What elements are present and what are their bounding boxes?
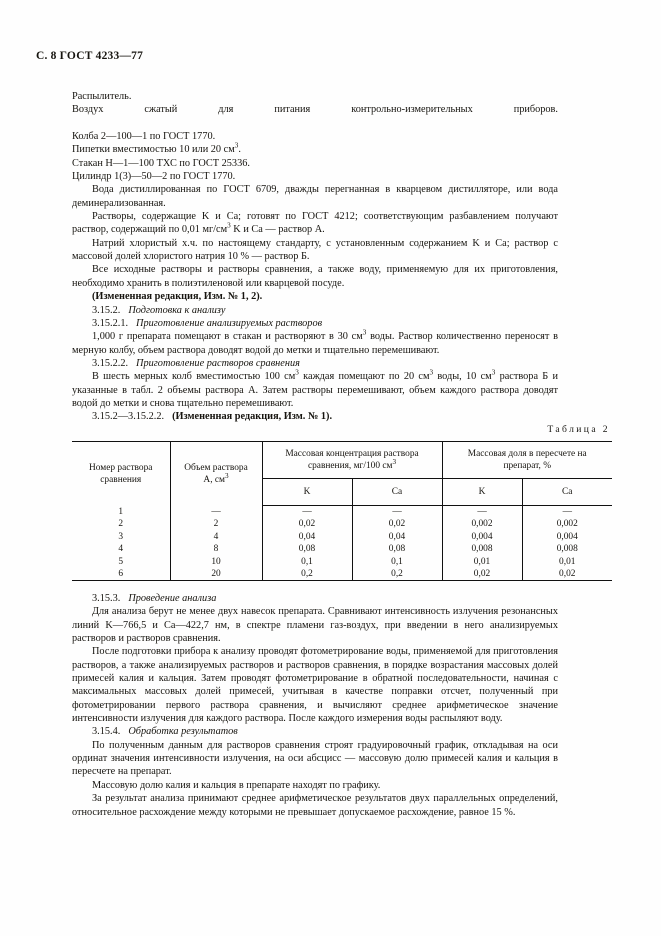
upper-text-column bbox=[72, 90, 558, 424]
section-heading-3-15-3 bbox=[72, 592, 558, 605]
equipment-item-beaker: Стакан Н—1—100 ТХС по ГОСТ 25336. bbox=[72, 157, 250, 169]
cell-conc-k: — bbox=[262, 506, 352, 519]
table-row bbox=[72, 518, 612, 530]
revision-range-bold: (Измененная редакция, Изм. № 1). bbox=[172, 411, 333, 423]
header-solution-number-label: Номер раствора сравнения bbox=[89, 462, 153, 485]
solutions-text-a: Растворы, содержащие K и Ca; готовят по ГОСТ 4212; соответствующим разбавлением получают раствор, содержащий по 0,01 мг/см bbox=[72, 211, 558, 236]
cell-frac-k: 0,01 bbox=[442, 556, 522, 568]
pipettes-superscript: 3 bbox=[234, 141, 239, 150]
header-group-mass-concentration bbox=[262, 442, 442, 479]
header-volume-line2: A, см bbox=[203, 474, 225, 485]
revision-note-1-2: (Измененная редакция, Изм. № 1, 2). bbox=[92, 291, 263, 303]
cell-solution-number: 2 bbox=[118, 519, 124, 530]
cell-conc-ca: 0,08 bbox=[352, 543, 442, 555]
lower-text-column bbox=[72, 592, 558, 819]
cell-volume: 4 bbox=[170, 531, 262, 543]
header-group1-line2: сравнения, мг/100 см bbox=[307, 461, 393, 471]
section-title: Приготовление растворов сравнения bbox=[136, 357, 300, 369]
volume-superscript-2: 3 bbox=[429, 368, 434, 377]
paragraph-3-15-3-body-1: Для анализа берут не менее двух навесок препарата. Сравнивают интенсивность излучения резонансных линий K—766,5 и Ca—422,7 нм, в спектре пламени газ-воздух, при введении в него анализируемых растворов и растворов сравнения. bbox=[72, 606, 558, 645]
cell-volume: 2 bbox=[170, 518, 262, 530]
cell-conc-k: 0,04 bbox=[262, 531, 352, 543]
section-heading-3-15-2 bbox=[72, 304, 558, 317]
cell-frac-ca: 0,004 bbox=[522, 531, 612, 543]
paragraph-sodium: Натрий хлористый х.ч. по настоящему стандарту, с установленным содержанием K и Ca; раствор с массовой долей хлористого натрия 10 % — раствор Б. bbox=[72, 237, 558, 263]
header-group2-line2: препарат, % bbox=[503, 461, 552, 471]
section-number: 3.15.2.1. bbox=[92, 317, 129, 329]
section-title: Обработка результатов bbox=[128, 726, 238, 738]
table-row bbox=[72, 531, 612, 543]
volume-superscript-3: 3 bbox=[491, 368, 496, 377]
pipettes-suffix: . bbox=[238, 144, 241, 156]
header-volume-superscript: 3 bbox=[224, 471, 229, 480]
cell-volume: 8 bbox=[170, 543, 262, 555]
header-group2-line1: Массовая доля в пересчете на bbox=[467, 449, 587, 459]
paragraph-storage: Все исходные растворы и растворы сравнения, а также воду, применяемую для их приготовления, необходимо хранить в полиэтиленовой или кварцевой посуде. bbox=[72, 264, 558, 289]
table-row bbox=[72, 568, 612, 580]
section-heading-3-15-4 bbox=[72, 725, 558, 738]
paragraph-3-15-4-body-1: По полученным данным для растворов сравнения строят градуировочный график, откладывая на оси ординат значения интенсивности излучения, на оси абсцисс — массовую долю примесей калия и кальция в пересчете на препарат. bbox=[72, 739, 558, 778]
cell-conc-ca: 0,1 bbox=[352, 556, 442, 568]
section-title: Проведение анализа bbox=[128, 593, 217, 604]
cell-solution-number: 5 bbox=[118, 556, 124, 567]
revision-note-range bbox=[72, 410, 558, 423]
body-text-c: воды, 10 см bbox=[433, 371, 492, 383]
solutions-superscript: 3 bbox=[227, 222, 231, 231]
section-number: 3.15.3. bbox=[92, 593, 121, 604]
cell-conc-k: 0,08 bbox=[262, 543, 352, 555]
header-sub-conc-k: K bbox=[262, 479, 352, 506]
section-number: 3.15.4. bbox=[92, 726, 121, 738]
header-volume-line1: Объем раствора bbox=[184, 462, 248, 473]
cell-conc-ca: 0,2 bbox=[352, 568, 442, 580]
volume-superscript-1: 3 bbox=[295, 368, 299, 377]
equipment-item-cylinder: Цилиндр 1(3)—50—2 по ГОСТ 1770. bbox=[72, 171, 236, 183]
cell-conc-ca: 0,04 bbox=[352, 531, 442, 543]
equipment-item-flask: Колба 2—100—1 по ГОСТ 1770. bbox=[72, 131, 216, 143]
section-heading-3-15-2-2 bbox=[72, 357, 558, 370]
header-group1-line1: Массовая концентрация раствора bbox=[285, 449, 419, 459]
header-solution-volume bbox=[170, 442, 262, 506]
table-caption: Таблица 2 bbox=[547, 424, 610, 435]
table-row bbox=[72, 506, 612, 519]
paragraph-solutions bbox=[72, 210, 558, 237]
body-text-d: раствора Б и указанные в табл. 2 объемы раствора A. Затем растворы перемешивают, объем каждого раствора доводят водой до метки и снова тщательно перемешивают. bbox=[72, 371, 559, 409]
body-text-b: воды. Раствор количественно переносят в мерную колбу, объем раствора доводят водой до метки и тщательно перемешивают. bbox=[72, 331, 558, 356]
cell-frac-ca: 0,008 bbox=[522, 543, 612, 555]
section-heading-3-15-2-1 bbox=[72, 317, 558, 330]
comparison-solutions-table bbox=[72, 441, 612, 580]
section-number: 3.15.2.2. bbox=[92, 357, 129, 369]
cell-frac-k: 0,002 bbox=[442, 518, 522, 530]
solutions-text-b: K и Ca — раствор A. bbox=[230, 224, 325, 236]
section-title: Подготовка к анализу bbox=[128, 304, 226, 316]
cell-frac-ca: — bbox=[522, 506, 612, 519]
header-group-mass-fraction bbox=[442, 442, 612, 479]
header-sub-frac-k: K bbox=[442, 479, 522, 506]
table-bottom-rule bbox=[72, 580, 612, 581]
header-sub-conc-ca: Ca bbox=[352, 479, 442, 506]
cell-conc-k: 0,02 bbox=[262, 518, 352, 530]
cell-frac-k: 0,004 bbox=[442, 531, 522, 543]
cell-frac-k: 0,02 bbox=[442, 568, 522, 580]
header-solution-number bbox=[72, 442, 170, 506]
cell-frac-k: 0,008 bbox=[442, 543, 522, 555]
equipment-item-sprayer: Распылитель. bbox=[72, 91, 132, 102]
cell-frac-ca: 0,002 bbox=[522, 518, 612, 530]
equipment-item-air: Воздух сжатый для питания контрольно-измерительных приборов. bbox=[72, 104, 558, 116]
cell-conc-ca: 0,02 bbox=[352, 518, 442, 530]
pipettes-text: Пипетки вместимостью 10 или 20 см bbox=[72, 144, 235, 156]
table-row bbox=[72, 543, 612, 555]
paragraph-water: Вода дистиллированная по ГОСТ 6709, дважды перегнанная в кварцевом дистилляторе, или вода деминерализованная. bbox=[72, 184, 558, 209]
section-number: 3.15.2. bbox=[92, 304, 121, 316]
cell-solution-number: 1 bbox=[118, 506, 124, 517]
cell-frac-ca: 0,01 bbox=[522, 556, 612, 568]
cell-frac-ca: 0,02 bbox=[522, 568, 612, 580]
cell-conc-ca: — bbox=[352, 506, 442, 519]
header-sub-frac-ca: Ca bbox=[522, 479, 612, 506]
cell-frac-k: — bbox=[442, 506, 522, 519]
table-head bbox=[72, 442, 612, 506]
table-2-container bbox=[72, 424, 612, 581]
paragraph-3-15-3-body-2: После подготовки прибора к анализу проводят фотометрирование воды, применяемой для приготовления растворов, а также анализируемых растворов и растворов сравнения, в порядке возрастания массовых долей примесей калия и кальция. Затем проводят фотометрирование в обратной последовательности, начиная с максимальных массовых долей примесей, учитывая в качестве поправки отсчет, полученный при фотометрировании первого раствора сравнения, и вычисляют среднее арифметическое значение интенсивности излучения для каждого раствора. После каждого измерения воды распыляют воду. bbox=[72, 646, 558, 725]
revision-range-number: 3.15.2—3.15.2.2. bbox=[92, 411, 165, 423]
table-body bbox=[72, 506, 612, 581]
paragraph-3-15-4-body-3: За результат анализа принимают среднее арифметическое результатов двух параллельных определений, относительное расхождение между которыми не превышает допускаемое расхождение, равное 15 %. bbox=[72, 793, 558, 818]
paragraph-3-15-2-2-body bbox=[72, 370, 558, 410]
running-head: С. 8 ГОСТ 4233—77 bbox=[36, 50, 144, 62]
table-header-row-top bbox=[72, 442, 612, 479]
paragraph-3-15-2-1-body bbox=[72, 330, 558, 357]
equipment-item-pipettes bbox=[72, 143, 558, 156]
cell-solution-number: 3 bbox=[118, 531, 124, 542]
section-title: Приготовление анализируемых растворов bbox=[136, 317, 323, 329]
cell-solution-number: 6 bbox=[118, 569, 124, 580]
header-group1-superscript: 3 bbox=[392, 457, 397, 466]
cell-solution-number: 4 bbox=[118, 544, 124, 555]
table-row bbox=[72, 556, 612, 568]
paragraph-3-15-4-body-2: Массовую долю калия и кальция в препарате находят по графику. bbox=[92, 779, 381, 791]
body-text-b: каждая помещают по 20 см bbox=[298, 371, 430, 383]
body-text-a: 1,000 г препарата помещают в стакан и растворяют в 30 см bbox=[92, 331, 363, 343]
volume-superscript: 3 bbox=[362, 328, 367, 337]
cell-volume: — bbox=[170, 506, 262, 519]
cell-volume: 20 bbox=[170, 568, 262, 580]
cell-volume: 10 bbox=[170, 556, 262, 568]
body-text-a: В шесть мерных колб вместимостью 100 см bbox=[92, 371, 296, 383]
cell-conc-k: 0,1 bbox=[262, 556, 352, 568]
cell-conc-k: 0,2 bbox=[262, 568, 352, 580]
